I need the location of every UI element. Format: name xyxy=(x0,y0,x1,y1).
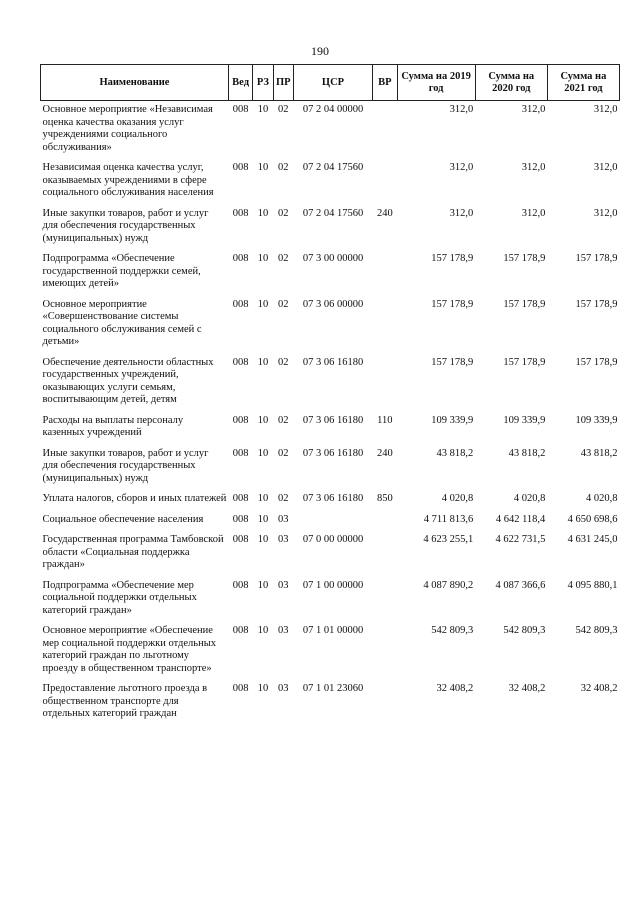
cell-ved: 008 xyxy=(232,683,249,694)
cell-csr: 07 3 06 00000 xyxy=(302,298,364,310)
header-pr: ПР xyxy=(273,65,293,101)
cell-sum-2020: 4 642 118,4 xyxy=(495,513,546,525)
cell-csr: 07 3 06 16180 xyxy=(302,447,364,459)
cell-pr: 02 xyxy=(278,447,289,459)
cell-rz: 10 xyxy=(257,414,269,426)
cell-sum-2021: 4 020,8 xyxy=(586,493,618,504)
cell-csr: 07 1 01 23060 xyxy=(302,683,364,694)
cell-sum-2021: 32 408,2 xyxy=(580,683,618,694)
table-row xyxy=(41,531,620,577)
cell-sum-2021: 43 818,2 xyxy=(580,447,618,459)
cell-name: Предоставление льготного проезда в общественном транспорте для отдельных категорий граждан xyxy=(42,683,208,719)
cell-vr xyxy=(373,622,397,680)
cell-name: Основное мероприятие «Совершенствование системы социального обслуживания семей с детьми» xyxy=(42,298,202,347)
cell-sum-2020: 32 408,2 xyxy=(508,683,546,694)
budget-table xyxy=(40,64,620,726)
table-row xyxy=(41,412,620,445)
cell-sum-2020: 312,0 xyxy=(521,104,546,115)
cell-pr: 02 xyxy=(278,162,289,173)
cell-sum-2021: 4 631 245,0 xyxy=(567,534,618,545)
cell-rz: 10 xyxy=(257,493,269,504)
cell-ved: 008 xyxy=(232,625,249,636)
cell-vr xyxy=(373,101,397,160)
cell-name: Уплата налогов, сборов и иных платежей xyxy=(42,493,227,504)
cell-pr: 03 xyxy=(278,683,289,694)
cell-pr: 02 xyxy=(278,356,289,368)
cell-sum-2021: 109 339,9 xyxy=(575,414,618,426)
cell-csr: 07 3 06 16180 xyxy=(302,493,364,504)
cell-sum-2019: 4 711 813,6 xyxy=(423,513,474,525)
cell-sum-2019: 157 178,9 xyxy=(431,253,474,264)
cell-pr: 02 xyxy=(278,104,289,115)
cell-ved: 008 xyxy=(232,513,249,525)
cell-sum-2020: 312,0 xyxy=(521,162,546,173)
header-sum-2021: Сумма на 2021 год xyxy=(547,65,619,101)
cell-vr xyxy=(373,159,397,205)
cell-rz: 10 xyxy=(257,104,269,115)
cell-vr xyxy=(373,680,397,726)
cell-sum-2021: 4 095 880,1 xyxy=(567,579,618,591)
cell-pr: 02 xyxy=(278,253,289,264)
cell-name: Подпрограмма «Обеспечение государственной поддержки семей, имеющих детей» xyxy=(42,253,201,289)
cell-ved: 008 xyxy=(232,579,249,591)
cell-sum-2021: 157 178,9 xyxy=(575,298,618,310)
cell-sum-2019: 157 178,9 xyxy=(431,356,474,368)
cell-sum-2021: 312,0 xyxy=(593,104,618,115)
cell-sum-2020: 4 087 366,6 xyxy=(495,579,546,591)
cell-rz: 10 xyxy=(257,162,269,173)
cell-pr: 02 xyxy=(278,414,289,426)
table-body xyxy=(41,101,620,726)
cell-csr: 07 0 00 00000 xyxy=(302,534,364,545)
cell-sum-2020: 4 622 731,5 xyxy=(495,534,546,545)
table-row xyxy=(41,680,620,726)
cell-sum-2019: 312,0 xyxy=(449,207,474,219)
cell-vr xyxy=(373,511,397,532)
cell-rz: 10 xyxy=(257,356,269,368)
cell-pr: 03 xyxy=(278,579,289,591)
cell-rz: 10 xyxy=(257,298,269,310)
table-row xyxy=(41,159,620,205)
cell-sum-2019: 312,0 xyxy=(449,162,474,173)
cell-csr: 07 3 00 00000 xyxy=(302,253,364,264)
cell-sum-2021: 542 809,3 xyxy=(575,625,618,636)
cell-name: Иные закупки товаров, работ и услуг для обеспечения государственных (муниципальных) нужд xyxy=(42,447,209,484)
page-number: 190 xyxy=(311,44,329,58)
cell-name: Государственная программа Тамбовской области «Социальная поддержка граждан» xyxy=(42,534,224,570)
cell-ved: 008 xyxy=(232,104,249,115)
header-vr: ВР xyxy=(373,65,397,101)
cell-sum-2019: 157 178,9 xyxy=(431,298,474,310)
table-row xyxy=(41,101,620,160)
table-row xyxy=(41,511,620,532)
cell-rz: 10 xyxy=(257,447,269,459)
cell-ved: 008 xyxy=(232,356,249,368)
cell-vr xyxy=(373,354,397,412)
cell-csr: 07 2 04 00000 xyxy=(302,104,364,115)
table-row xyxy=(41,354,620,412)
cell-sum-2020: 542 809,3 xyxy=(503,625,546,636)
cell-name: Обеспечение деятельности областных государственных учреждений, оказывающих услуги семьям, воспитывающим детей, детям xyxy=(42,356,214,405)
cell-rz: 10 xyxy=(257,683,269,694)
cell-vr: 240 xyxy=(376,207,393,219)
cell-pr: 03 xyxy=(278,534,289,545)
cell-pr: 02 xyxy=(278,493,289,504)
cell-sum-2021: 4 650 698,6 xyxy=(567,513,618,525)
cell-ved: 008 xyxy=(232,414,249,426)
cell-pr: 03 xyxy=(278,513,289,525)
header-name: Наименование xyxy=(41,65,229,101)
cell-name: Иные закупки товаров, работ и услуг для обеспечения государственных (муниципальных) нужд xyxy=(42,207,209,244)
table-row xyxy=(41,296,620,354)
table-row xyxy=(41,577,620,623)
cell-name: Социальное обеспечение населения xyxy=(42,513,204,525)
cell-sum-2019: 542 809,3 xyxy=(431,625,474,636)
table-row xyxy=(41,490,620,511)
cell-ved: 008 xyxy=(232,534,249,545)
cell-pr: 02 xyxy=(278,298,289,310)
cell-sum-2021: 312,0 xyxy=(593,162,618,173)
cell-rz: 10 xyxy=(257,513,269,525)
cell-sum-2019: 312,0 xyxy=(449,104,474,115)
cell-rz: 10 xyxy=(257,579,269,591)
cell-sum-2020: 4 020,8 xyxy=(513,493,546,504)
cell-sum-2020: 157 178,9 xyxy=(503,253,546,264)
cell-ved: 008 xyxy=(232,162,249,173)
header-ved: Вед xyxy=(228,65,252,101)
table-row xyxy=(41,250,620,296)
cell-sum-2020: 109 339,9 xyxy=(503,414,546,426)
cell-rz: 10 xyxy=(257,253,269,264)
cell-sum-2019: 4 623 255,1 xyxy=(423,534,474,545)
cell-sum-2021: 157 178,9 xyxy=(575,356,618,368)
cell-sum-2021: 312,0 xyxy=(593,207,618,219)
cell-sum-2020: 157 178,9 xyxy=(503,356,546,368)
cell-name: Основное мероприятие «Независимая оценка качества оказания услуг учреждениями социального обслуживания» xyxy=(42,104,213,153)
cell-name: Расходы на выплаты персоналу казенных учреждений xyxy=(42,414,184,438)
cell-name: Основное мероприятие «Обеспечение мер социальной поддержки отдельных категорий граждан по льготному проезду в общественном транспорте» xyxy=(42,625,217,674)
cell-csr: 07 2 04 17560 xyxy=(302,207,364,219)
cell-ved: 008 xyxy=(232,493,249,504)
header-rz: РЗ xyxy=(253,65,273,101)
cell-pr: 03 xyxy=(278,625,289,636)
cell-rz: 10 xyxy=(257,207,269,219)
cell-csr: 07 2 04 17560 xyxy=(302,162,364,173)
header-sum-2019: Сумма на 2019 год xyxy=(397,65,475,101)
header-sum-2020: Сумма на 2020 год xyxy=(475,65,547,101)
cell-csr xyxy=(293,511,372,532)
table-row xyxy=(41,622,620,680)
cell-sum-2019: 43 818,2 xyxy=(436,447,474,459)
cell-csr: 07 3 06 16180 xyxy=(302,414,364,426)
cell-rz: 10 xyxy=(257,625,269,636)
header-csr: ЦСР xyxy=(293,65,372,101)
cell-vr: 110 xyxy=(377,414,393,426)
cell-vr: 240 xyxy=(376,447,393,459)
cell-name: Подпрограмма «Обеспечение мер социальной поддержки отдельных категорий граждан» xyxy=(42,579,197,616)
cell-ved: 008 xyxy=(232,207,249,219)
cell-sum-2019: 32 408,2 xyxy=(436,683,474,694)
cell-csr: 07 1 00 00000 xyxy=(302,579,364,591)
cell-rz: 10 xyxy=(257,534,269,545)
cell-sum-2020: 43 818,2 xyxy=(508,447,546,459)
table-header-row xyxy=(41,65,620,101)
cell-ved: 008 xyxy=(232,253,249,264)
cell-sum-2019: 4 020,8 xyxy=(441,493,474,504)
cell-sum-2020: 312,0 xyxy=(521,207,546,219)
cell-vr xyxy=(373,250,397,296)
cell-vr xyxy=(373,577,397,623)
cell-csr: 07 3 06 16180 xyxy=(302,356,364,368)
cell-name: Независимая оценка качества услуг, оказываемых учреждениями в сфере социального обслуживания населения xyxy=(42,162,214,198)
cell-ved: 008 xyxy=(232,447,249,459)
cell-ved: 008 xyxy=(232,298,249,310)
cell-csr: 07 1 01 00000 xyxy=(302,625,364,636)
cell-sum-2020: 157 178,9 xyxy=(503,298,546,310)
cell-sum-2019: 109 339,9 xyxy=(431,414,474,426)
cell-vr: 850 xyxy=(376,493,393,504)
table-row xyxy=(41,205,620,251)
cell-pr: 02 xyxy=(278,207,289,219)
cell-sum-2019: 4 087 890,2 xyxy=(423,579,474,591)
table-row xyxy=(41,445,620,491)
cell-vr xyxy=(373,531,397,577)
cell-sum-2021: 157 178,9 xyxy=(575,253,618,264)
cell-vr xyxy=(373,296,397,354)
